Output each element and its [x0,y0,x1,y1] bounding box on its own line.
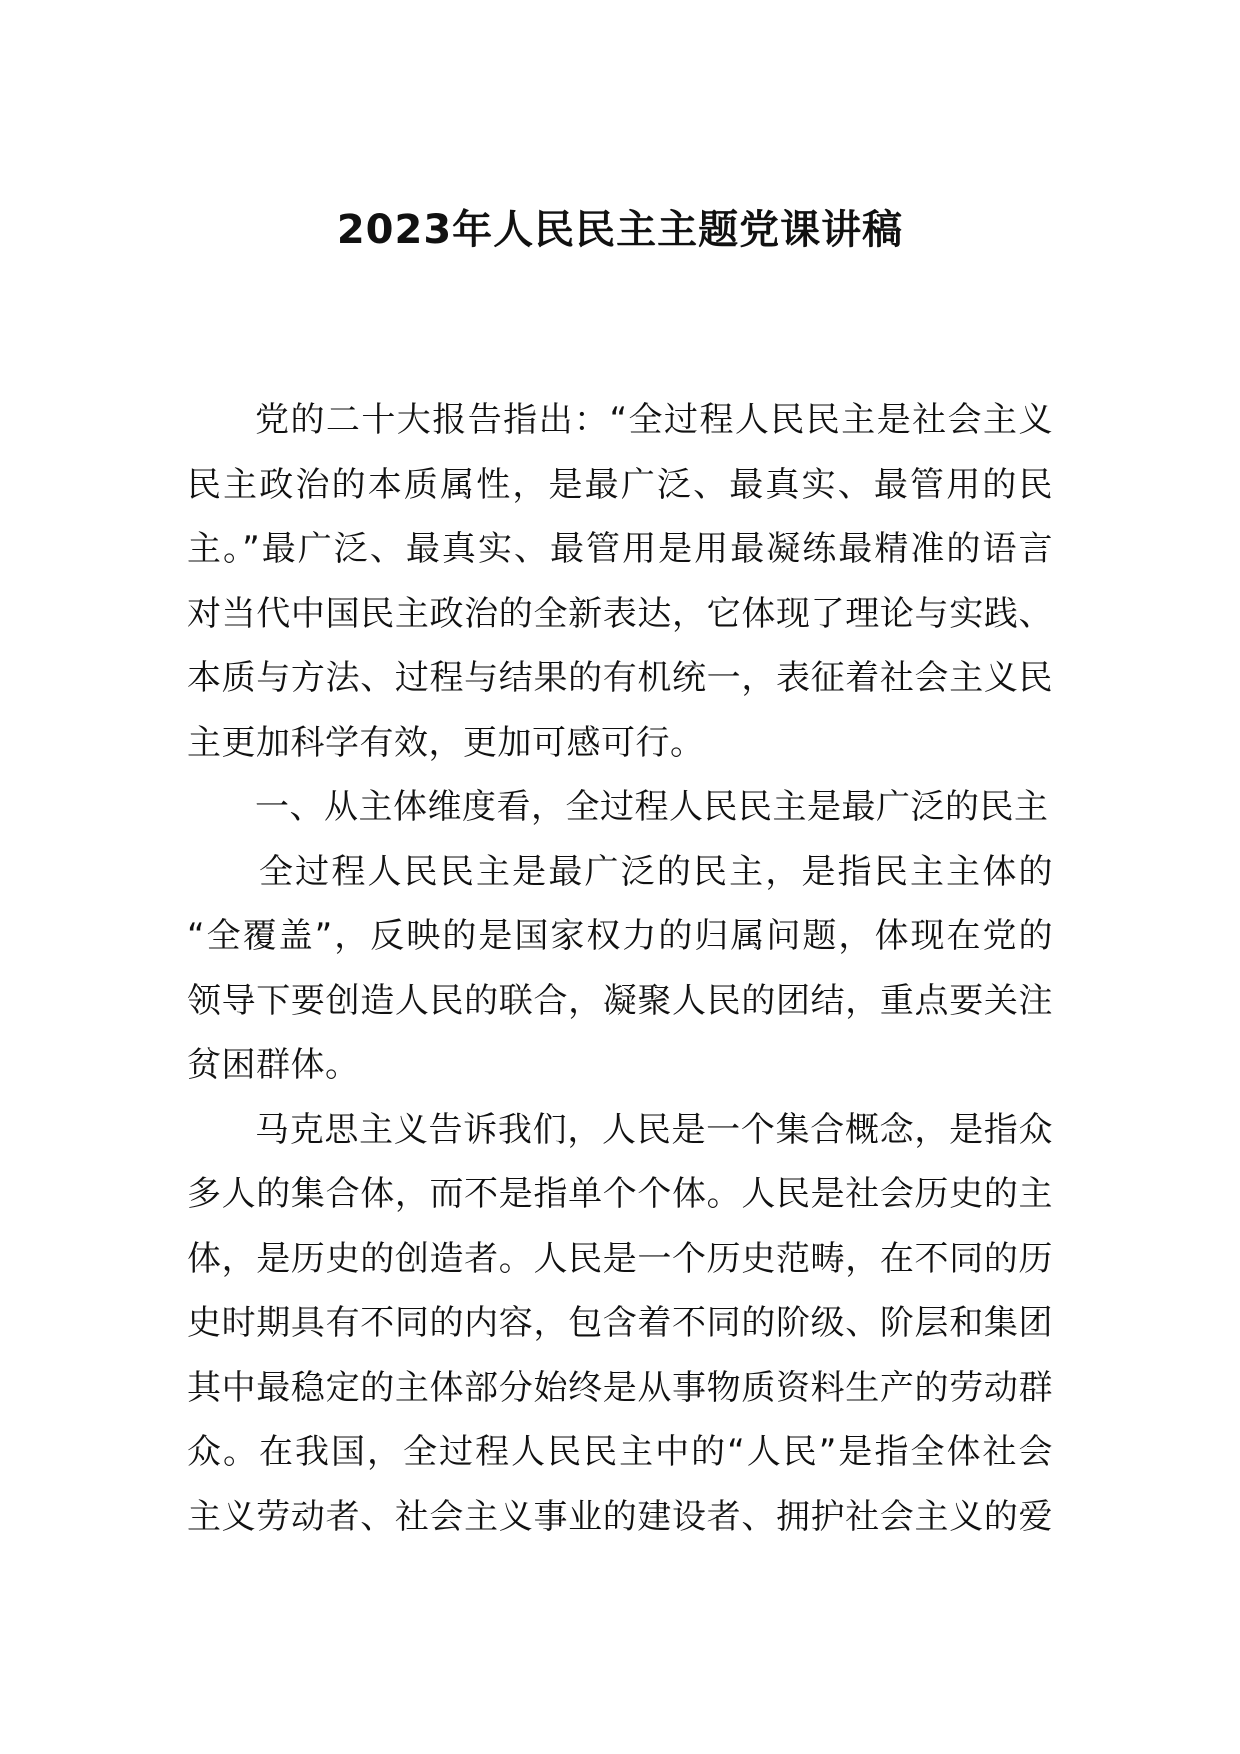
paragraph-3-line-2: 多人的集合体，而不是指单个个体。人民是社会历史的主 [187,1174,1053,1214]
document-title: 2023年人民民主主题党课讲稿 [336,207,904,253]
paragraph-1-line-4: 对当代中国民主政治的全新表达，它体现了理论与实践、 [187,593,1053,634]
document-body [187,388,1053,1549]
paragraph-1-line-1: 党的二十大报告指出：“全过程人民民主是社会主义 [255,400,1053,440]
paragraph-2-line-2: “全覆盖”，反映的是国家权力的归属问题，体现在党的 [187,916,1053,956]
paragraph-1-line-6: 主更加科学有效，更加可感可行。 [187,722,705,763]
paragraph-1-line-5: 本质与方法、过程与结果的有机统一，表征着社会主义民 [187,658,1053,698]
paragraph-1-line-3: 主。”最广泛、最真实、最管用是用最凝练最精准的语言 [187,529,1053,569]
section-heading-1: 一、从主体维度看，全过程人民民主是最广泛的民主 [255,787,1049,827]
paragraph-3-line-5: 其中最稳定的主体部分始终是从事物质资料生产的劳动群 [187,1367,1053,1408]
paragraph-2-line-3: 领导下要创造人民的联合，凝聚人民的团结，重点要关注 [187,980,1053,1021]
paragraph-3-line-3: 体，是历史的创造者。人民是一个历史范畴，在不同的历 [187,1238,1053,1279]
paragraph-2-line-4: 贫困群体。 [187,1045,360,1085]
paragraph-1-line-2: 民主政治的本质属性，是最广泛、最真实、最管用的民 [187,464,1053,505]
paragraph-3-line-1: 马克思主义告诉我们，人民是一个集合概念，是指众 [255,1109,1053,1150]
paragraph-3-line-4: 史时期具有不同的内容，包含着不同的阶级、阶层和集团 [187,1303,1053,1343]
paragraph-3-line-6: 众。在我国，全过程人民民主中的“人民”是指全体社会 [187,1432,1053,1472]
paragraph-2-line-1: 全过程人民民主是最广泛的民主，是指民主主体的 [259,851,1053,892]
paragraph-3-line-7: 主义劳动者、社会主义事业的建设者、拥护社会主义的爱 [187,1496,1053,1537]
